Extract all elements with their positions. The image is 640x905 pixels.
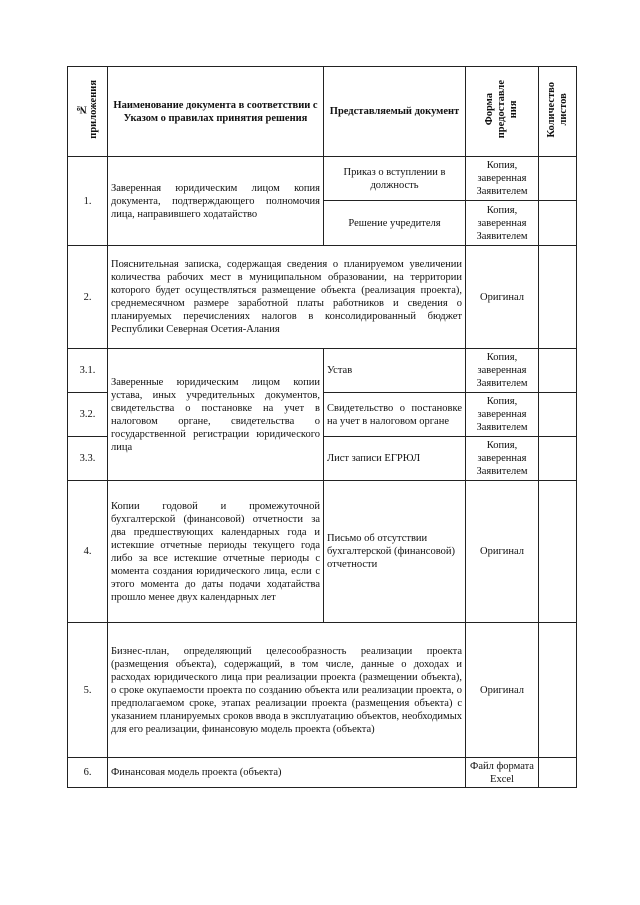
form-cell: Копия, заверенная Заявителем: [466, 201, 539, 246]
document-name: Пояснительная записка, содержащая сведения о планируемом увеличении количества рабочих мест в муниципальном образовании, на территории которого будет осуществляться размещение объекта (реализация проекта), среднемесячном размере заработной платы работников и сведения о планируемых перечислениях налогов в консолидированный бюджет Республики Северная Осетия-Алания: [108, 246, 466, 349]
table-row: [68, 157, 577, 201]
header-form: Форма предоставле ния: [466, 67, 539, 157]
form-cell: Оригинал: [466, 623, 539, 758]
document-name: Бизнес-план, определяющий целесообразность реализации проекта (размещения объекта), содержащий, в том числе, данные о доходах и расходах юридического лица при реализации проекта (размещении объекта), о сроке окупаемости проекта по созданию объекта или реализации проекта, о предполагаемом сроке, этапах реализации проекта (размещения объекта) с указанием планируемых сроков ввода в эксплуатацию объектов, необходимых для его реализации, финансовую модель проекта (объекта): [108, 623, 466, 758]
form-cell: Копия, заверенная Заявителем: [466, 349, 539, 393]
sheets-cell: [539, 246, 577, 349]
table-row: [68, 246, 577, 349]
row-number: 4.: [68, 481, 108, 623]
submitted-document: Решение учредителя: [324, 201, 466, 246]
row-number: 3.1.: [68, 349, 108, 393]
form-cell: Оригинал: [466, 246, 539, 349]
header-document-name: Наименование документа в соответствии с Указом о правилах принятия решения: [108, 67, 324, 157]
sheets-cell: [539, 481, 577, 623]
document-name: Заверенные юридическим лицом копии устава, иных учредительных документов, свидетельства о постановке на учет в налоговом органе, свидетельства о государственной регистрации юридического лица: [108, 349, 324, 481]
document-name: Финансовая модель проекта (объекта): [108, 758, 466, 788]
document-name: Заверенная юридическим лицом копия документа, подтверждающего полномочия лица, направившего ходатайство: [108, 157, 324, 246]
submitted-document: Письмо об отсутствии бухгалтерской (финансовой) отчетности: [324, 481, 466, 623]
sheets-cell: [539, 758, 577, 788]
table-row: [68, 758, 577, 788]
row-number: 3.3.: [68, 437, 108, 481]
row-number: 3.2.: [68, 393, 108, 437]
form-cell: Копия, заверенная Заявителем: [466, 393, 539, 437]
header-number: № приложения: [68, 67, 108, 157]
row-number: 6.: [68, 758, 108, 788]
table-header-row: [68, 67, 577, 157]
submitted-document: Устав: [324, 349, 466, 393]
table-row: [68, 349, 577, 393]
submitted-document: Свидетельство о постановке на учет в налоговом органе: [324, 393, 466, 437]
sheets-cell: [539, 157, 577, 201]
header-submitted-document: Представляемый документ: [324, 67, 466, 157]
table-row: [68, 623, 577, 758]
form-cell: Файл формата Excel: [466, 758, 539, 788]
submitted-document: Приказ о вступлении в должность: [324, 157, 466, 201]
row-number: 2.: [68, 246, 108, 349]
documents-table: [67, 66, 577, 788]
form-cell: Копия, заверенная Заявителем: [466, 437, 539, 481]
sheets-cell: [539, 393, 577, 437]
sheets-cell: [539, 349, 577, 393]
sheets-cell: [539, 623, 577, 758]
header-sheets: Количество листов: [539, 67, 577, 157]
row-number: 1.: [68, 157, 108, 246]
sheets-cell: [539, 437, 577, 481]
form-cell: Копия, заверенная Заявителем: [466, 157, 539, 201]
document-name: Копии годовой и промежуточной бухгалтерской (финансовой) отчетности за два предшествующих календарных года и истекшие отчетные периоды текущего года либо за все истекшие отчетные периоды с момента создания юридического лица, если с этого момента до даты подачи ходатайства прошло менее двух календарных лет: [108, 481, 324, 623]
submitted-document: Лист записи ЕГРЮЛ: [324, 437, 466, 481]
row-number: 5.: [68, 623, 108, 758]
table-row: [68, 481, 577, 623]
form-cell: Оригинал: [466, 481, 539, 623]
sheets-cell: [539, 201, 577, 246]
